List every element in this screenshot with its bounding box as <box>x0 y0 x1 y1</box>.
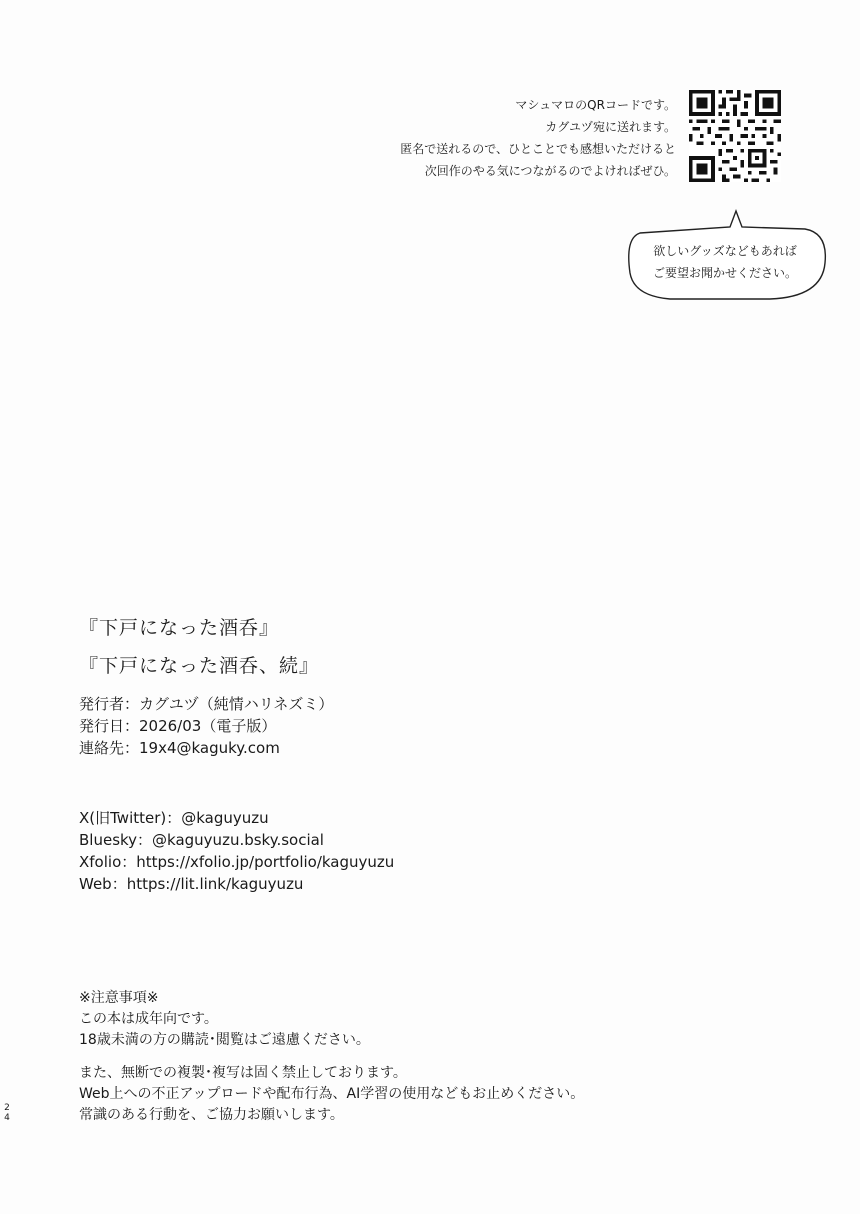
page-number-digit: 2 <box>4 1103 10 1113</box>
xfolio-link[interactable]: Xfolio：https://xfolio.jp/portfolio/kaguyuzu <box>79 853 395 871</box>
book-titles <box>79 609 319 685</box>
contact-line: 連絡先：19x4@kaguky.com <box>79 739 280 757</box>
page-number-digit: 4 <box>4 1113 10 1123</box>
publish-date-line: 発行日：2026/03（電子版） <box>79 717 277 735</box>
qr-caption-line: カグユヅ宛に送れます。 <box>545 120 676 134</box>
notice-line: また、無断での複製･複写は固く禁止しております。 <box>79 1065 407 1081</box>
notice-line: Web上への不正アップロードや配布行為、AI学習の使用などもお止めください。 <box>79 1086 585 1102</box>
bubble-line: 欲しいグッズなどもあれば <box>653 244 797 258</box>
social-links <box>79 807 394 895</box>
bubble-text <box>620 240 830 284</box>
bluesky-link[interactable]: Bluesky：@kaguyuzu.bsky.social <box>79 831 324 849</box>
qr-code[interactable] <box>689 90 781 182</box>
web-link[interactable]: Web：https://lit.link/kaguyuzu <box>79 875 304 893</box>
qr-caption-line: 次回作のやる気につながるのでよければぜひ。 <box>424 164 676 178</box>
book-title: 『下戸になった酒呑、続』 <box>79 655 320 677</box>
notice-line: 18歳未満の方の購読･閲覧はご遠慮ください。 <box>79 1032 370 1048</box>
page-number <box>3 1103 11 1123</box>
notice-line: 常識のある行動を、ご協力お願いします。 <box>79 1107 344 1123</box>
bubble-line: ご要望お聞かせください。 <box>652 266 797 280</box>
qr-caption-line: マシュマロのQRコードです。 <box>515 98 676 112</box>
twitter-link[interactable]: X(旧Twitter)：@kaguyuzu <box>79 809 269 827</box>
qr-caption <box>400 94 676 182</box>
publisher-line: 発行者：カグユヅ（純情ハリネズミ） <box>79 695 334 713</box>
notice-heading: ※注意事項※ <box>79 990 159 1006</box>
notice-line: この本は成年向です。 <box>79 1011 218 1027</box>
book-title: 『下戸になった酒呑』 <box>79 617 280 639</box>
notice-section <box>79 988 584 1126</box>
publication-info <box>79 693 333 759</box>
qr-caption-line: 匿名で送れるので、ひとことでも感想いただけると <box>400 142 676 156</box>
